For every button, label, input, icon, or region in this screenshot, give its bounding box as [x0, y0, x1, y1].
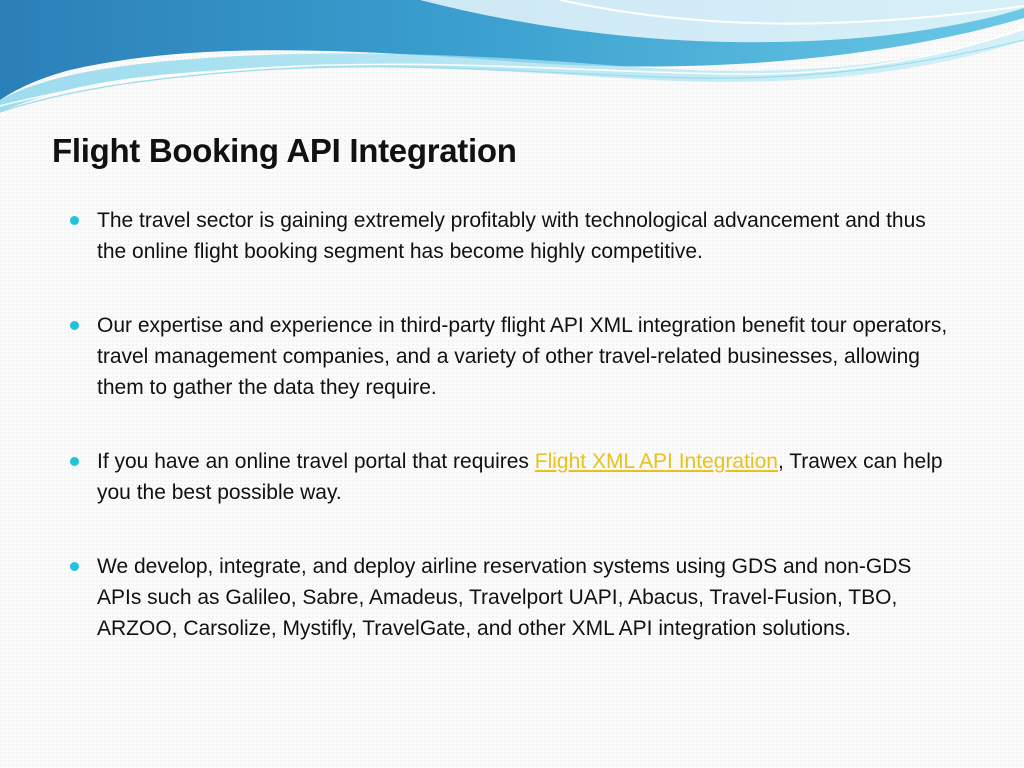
bullet-text: We develop, integrate, and deploy airline reservation systems using GDS and non-GDS APIs such as Galileo, Sabre, Amadeus, Travelport UAPI, Abacus, Travel-Fusion, TBO, ARZOO, Carsolize, Mystifly, TravelGate, and other XML API integration solutions. [97, 555, 912, 640]
bullet-item [70, 310, 960, 403]
bullet-text-before-link: If you have an online travel portal that requires [97, 450, 535, 473]
bullet-dot-icon [70, 457, 79, 466]
bullet-item [70, 446, 960, 508]
header-wave-decoration [0, 0, 1024, 120]
bullet-list [70, 205, 960, 687]
bullet-dot-icon [70, 562, 79, 571]
flight-xml-api-integration-link[interactable]: Flight XML API Integration [534, 450, 778, 473]
slide-title: Flight Booking API Integration [52, 132, 517, 169]
bullet-text-after-link: , Trawex can help you the best possible way. [97, 450, 943, 504]
bullet-item [70, 551, 960, 644]
bullet-text: Our expertise and experience in third-party flight API XML integration benefit tour operators, travel management companies, and a variety of other travel-related businesses, allowing them to gather the data they require. [97, 314, 948, 399]
bullet-text: The travel sector is gaining extremely profitably with technological advancement and thus the online flight booking segment has become highly competitive. [97, 209, 926, 263]
bullet-item [70, 205, 960, 267]
bullet-dot-icon [70, 321, 79, 330]
bullet-dot-icon [70, 216, 79, 225]
